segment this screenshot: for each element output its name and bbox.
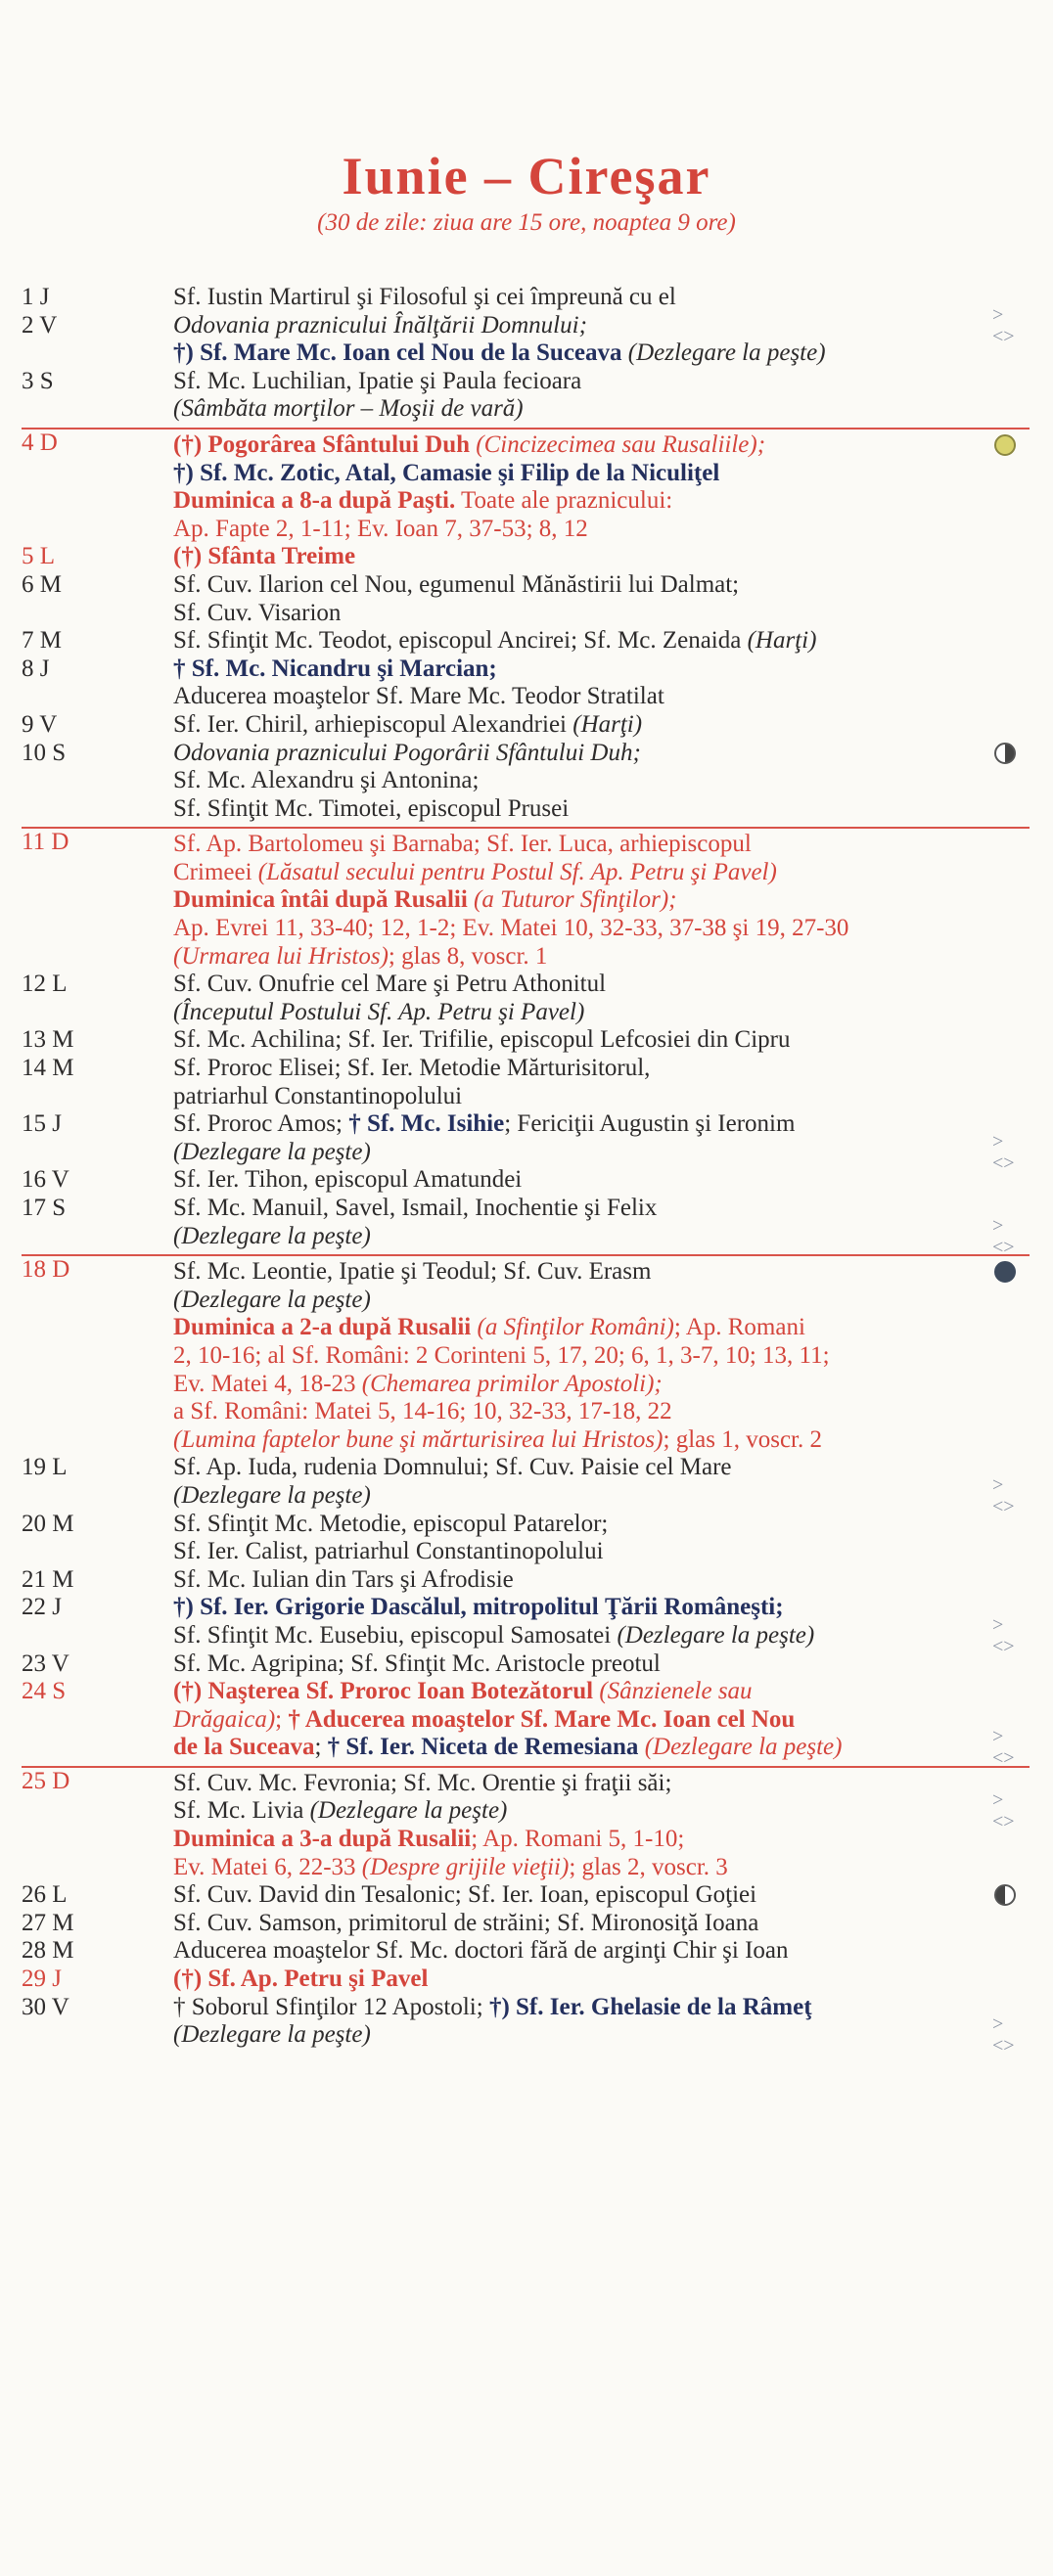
entry-text: Aducerea moaştelor Sf. Mare Mc. Teodor Stratilat xyxy=(173,683,664,710)
calendar-day xyxy=(22,543,1030,571)
entry-text: patriarhul Constantinopolului xyxy=(173,1082,463,1109)
entry-line xyxy=(173,1223,1030,1251)
fish-icon xyxy=(992,1473,1018,1517)
day-number: 7 M xyxy=(22,627,62,655)
entry-text: Sf. Ap. Iuda, rudenia Domnului; Sf. Cuv. Paisie cel Mare xyxy=(173,1454,732,1481)
entry-text: Duminica a 2-a după Rusalii xyxy=(173,1314,472,1341)
calendar-day xyxy=(22,428,1030,543)
day-number: 19 L xyxy=(22,1454,68,1481)
entry-text: Sf. Mc. Alexandru şi Antonina; xyxy=(173,767,480,794)
day-number: 26 L xyxy=(22,1881,68,1909)
fish-icon xyxy=(992,1130,1018,1174)
full-moon-icon xyxy=(992,434,1018,456)
entry-text: Sf. Cuv. Ilarion cel Nou, egumenul Mănăstirii lui Dalmat; xyxy=(173,570,740,598)
entry-line xyxy=(173,516,1030,544)
entry-text: Odovania praznicului Înălţării Domnului; xyxy=(173,311,587,339)
entry-line xyxy=(173,886,1030,915)
day-number: 3 S xyxy=(22,367,54,394)
entry-text: (Dezlegare la peşte) xyxy=(303,1797,508,1825)
entry-line xyxy=(173,943,1030,972)
day-number: 5 L xyxy=(22,543,56,570)
entry-text: Sf. Cuv. Mc. Fevronia; Sf. Mc. Orentie şi fraţii săi; xyxy=(173,1769,672,1796)
entry-text: Sf. Ier. Calist, patriarhul Constantinopolului xyxy=(173,1538,604,1565)
day-entries xyxy=(173,1966,1030,1994)
entry-text: Odovania praznicului Pogorârii Sfântului Duh; xyxy=(173,739,641,766)
day-number: 6 M xyxy=(22,570,62,598)
entry-line xyxy=(173,1678,1030,1706)
calendar-day xyxy=(22,1678,1030,1770)
day-number: 15 J xyxy=(22,1110,62,1138)
entry-text: (Dezlegare la peşte) xyxy=(173,1222,371,1249)
entry-text: †) Sf. Ier. Grigorie Dascălul, mitropolitul Ţării Româneşti; xyxy=(173,1594,784,1621)
entry-line xyxy=(173,1854,1030,1882)
entry-text: Duminica întâi după Rusalii xyxy=(173,886,468,914)
day-number: 13 M xyxy=(22,1026,74,1054)
entry-text: Duminica a 8-a după Paşti. xyxy=(173,487,456,515)
calendar-day xyxy=(22,1055,1030,1110)
entry-line xyxy=(173,1426,1030,1455)
entry-text: (Începutul Postului Sf. Ap. Petru şi Pavel) xyxy=(173,998,585,1025)
entry-line xyxy=(173,795,1030,824)
day-entries xyxy=(173,1566,1030,1595)
entry-text: † Sf. Mc. Nicandru şi Marcian; xyxy=(173,655,497,682)
entry-text: (Harţi) xyxy=(567,710,643,738)
day-entries xyxy=(173,627,1030,655)
entry-text: 2, 10-16; al Sf. Români: 2 Corinteni 5, 17, 20; 6, 1, 3-7, 10; 13, 11; xyxy=(173,1341,830,1369)
entry-line xyxy=(173,1797,1030,1826)
day-number: 17 S xyxy=(22,1195,67,1221)
entry-line xyxy=(173,1342,1030,1371)
day-number: 9 V xyxy=(22,710,58,738)
entry-text: Sf. Cuv. Visarion xyxy=(173,599,342,626)
entry-text: (Dezlegare la peşte) xyxy=(173,1138,371,1165)
day-entries xyxy=(173,1770,1030,1881)
entry-text: ; Fericiţii Augustin şi Ieronim xyxy=(504,1110,796,1138)
day-number: 2 V xyxy=(22,311,58,339)
entry-text: Sf. Ier. Chiril, arhiepiscopul Alexandriei xyxy=(173,710,567,738)
entry-line xyxy=(173,683,1030,711)
day-number: 24 S xyxy=(22,1678,67,1705)
entry-line xyxy=(173,1826,1030,1854)
calendar-list xyxy=(22,284,1030,2057)
entry-text: Aducerea moaştelor Sf. Mc. doctori fără de arginţi Chir şi Ioan xyxy=(173,1937,789,1965)
entry-text: Sf. Mc. Iulian din Tars şi Afrodisie xyxy=(173,1565,514,1593)
fish-glyph: ><> xyxy=(992,1789,1015,1833)
entry-text: †) Sf. Mare Mc. Ioan cel Nou de la Suceava xyxy=(173,339,622,367)
entry-text: Duminica a 3-a după Rusalii xyxy=(173,1826,472,1853)
fish-glyph: ><> xyxy=(992,1613,1015,1657)
calendar-day xyxy=(22,1110,1030,1174)
entry-line xyxy=(173,1910,1030,1938)
entry-line xyxy=(173,1258,1030,1287)
day-number: 8 J xyxy=(22,655,50,682)
calendar-day xyxy=(22,1454,1030,1517)
entry-text: (Dezlegare la peşte) xyxy=(173,1286,371,1313)
entry-text: ; glas 1, voscr. 2 xyxy=(663,1425,822,1453)
fish-icon xyxy=(992,1214,1018,1258)
entry-line xyxy=(173,1937,1030,1966)
day-entries xyxy=(173,971,1030,1026)
day-entries xyxy=(173,1881,1030,1910)
day-number: 14 M xyxy=(22,1055,74,1082)
moon-disc xyxy=(994,1261,1016,1283)
calendar-day xyxy=(22,284,1030,312)
entry-line xyxy=(173,339,1030,368)
entry-text: Sf. Iustin Martirul şi Filosoful şi cei împreună cu el xyxy=(173,284,676,310)
day-number: 21 M xyxy=(22,1565,74,1593)
day-entries xyxy=(173,711,1030,740)
entry-line xyxy=(173,600,1030,628)
entry-line xyxy=(173,1511,1030,1539)
calendar-day xyxy=(22,740,1030,824)
calendar-day xyxy=(22,1254,1030,1454)
day-entries xyxy=(173,1594,1030,1650)
entry-text: Sf. Mc. Leontie, Ipatie şi Teodul; Sf. Cuv. Erasm xyxy=(173,1258,652,1286)
entry-line xyxy=(173,312,1030,340)
entry-text: Sf. Mc. Agripina; Sf. Sfinţit Mc. Aristocle preotul xyxy=(173,1650,661,1677)
entry-line xyxy=(173,1026,1030,1055)
entry-text: Sf. Sfinţit Mc. Timotei, episcopul Prusei xyxy=(173,794,570,822)
fish-glyph: ><> xyxy=(992,1130,1015,1174)
day-number: 16 V xyxy=(22,1166,69,1194)
header xyxy=(0,147,1053,241)
entry-text: (†) Sf. Ap. Petru şi Pavel xyxy=(173,1966,429,1993)
entry-line xyxy=(173,2021,1030,2050)
entry-text: Sf. Cuv. David din Tesalonic; Sf. Ier. Ioan, episcopul Goţiei xyxy=(173,1881,757,1909)
day-entries xyxy=(173,1454,1030,1510)
entry-line xyxy=(173,740,1030,768)
new-moon-icon xyxy=(992,1261,1018,1283)
entry-text: ; glas 2, voscr. 3 xyxy=(569,1853,728,1880)
entry-text: Sf. Sfinţit Mc. Teodot, episcopul Ancirei; Sf. Mc. Zenaida xyxy=(173,627,742,655)
day-entries xyxy=(173,1650,1030,1679)
entry-text: ; Ap. Romani 5, 1-10; xyxy=(471,1826,685,1853)
entry-line xyxy=(173,1139,1030,1167)
entry-line xyxy=(173,1287,1030,1315)
entry-text: (†) Pogorârea Sfântului Duh xyxy=(173,430,471,458)
entry-line xyxy=(173,1566,1030,1595)
day-number: 4 D xyxy=(22,429,58,456)
entry-line xyxy=(173,1398,1030,1426)
entry-line xyxy=(173,831,1030,859)
day-entries xyxy=(173,543,1030,571)
entry-line xyxy=(173,859,1030,887)
entry-text: Ev. Matei 4, 18-23 xyxy=(173,1370,356,1397)
day-number: 12 L xyxy=(22,971,68,998)
entry-text: (Despre grijile vieţii) xyxy=(355,1853,570,1880)
entry-text: (a Tuturor Sfinţilor); xyxy=(467,886,677,914)
entry-text: (Sânzienele sau xyxy=(593,1678,753,1705)
calendar-day xyxy=(22,1910,1030,1938)
entry-line xyxy=(173,460,1030,488)
day-number: 10 S xyxy=(22,739,67,766)
entry-text: Sf. Proroc Elisei; Sf. Ier. Metodie Mărturisitorul, xyxy=(173,1055,651,1082)
entry-text: †) Sf. Ier. Ghelasie de la Râmeţ xyxy=(488,1993,812,2020)
calendar-day xyxy=(22,971,1030,1026)
entry-line xyxy=(173,1371,1030,1399)
entry-text: Ev. Matei 6, 22-33 xyxy=(173,1853,356,1880)
fish-icon xyxy=(992,1789,1018,1833)
day-number: 30 V xyxy=(22,1993,69,2020)
entry-line xyxy=(173,915,1030,943)
day-entries xyxy=(173,1937,1030,1966)
entry-text: Sf. Sfinţit Mc. Eusebiu, episcopul Samosatei xyxy=(173,1621,612,1649)
day-entries xyxy=(173,1055,1030,1110)
entry-text: Toate ale praznicului: xyxy=(455,487,673,515)
entry-line xyxy=(173,395,1030,424)
entry-text: de la Suceava xyxy=(173,1734,315,1761)
moon-disc xyxy=(994,434,1016,456)
entry-line xyxy=(173,1622,1030,1650)
day-entries xyxy=(173,1910,1030,1938)
calendar-day xyxy=(22,303,1030,368)
entry-line xyxy=(173,1994,1030,2022)
day-entries xyxy=(173,1678,1030,1762)
entry-text: (Dezlegare la peşte) xyxy=(621,339,826,367)
entry-text: Sf. Cuv. Samson, primitorul de străini; Sf. Mironosiţă Ioana xyxy=(173,1909,759,1936)
entry-text: Ap. Fapte 2, 1-11; Ev. Ioan 7, 37-53; 8, 12 xyxy=(173,515,588,542)
calendar-day xyxy=(22,1937,1030,1966)
calendar-day xyxy=(22,1966,1030,1994)
fish-icon xyxy=(992,1613,1018,1657)
entry-line xyxy=(173,571,1030,600)
entry-text: Drăgaica) xyxy=(173,1705,276,1733)
entry-line xyxy=(173,1166,1030,1195)
calendar-day xyxy=(22,711,1030,740)
calendar-day xyxy=(22,1650,1030,1679)
entry-text: (a Sfinţilor Români) xyxy=(471,1314,674,1341)
entry-line xyxy=(173,711,1030,740)
day-entries xyxy=(173,571,1030,627)
calendar-day xyxy=(22,1026,1030,1055)
entry-line xyxy=(173,767,1030,795)
day-entries xyxy=(173,740,1030,824)
entry-line xyxy=(173,284,1030,312)
entry-line xyxy=(173,543,1030,571)
day-number: 29 J xyxy=(22,1966,62,1993)
entry-text: † Soborul Sfinţilor 12 Apostoli; xyxy=(173,1993,489,2020)
day-entries xyxy=(173,1195,1030,1250)
entry-line xyxy=(173,1966,1030,1994)
fish-glyph: ><> xyxy=(992,1214,1015,1258)
day-number: 28 M xyxy=(22,1937,74,1965)
entry-line xyxy=(173,1538,1030,1566)
calendar-day xyxy=(22,655,1030,711)
entry-line xyxy=(173,1734,1030,1762)
entry-text: (Sâmbăta morţilor – Moşii de vară) xyxy=(173,395,524,423)
day-entries xyxy=(173,1511,1030,1566)
entry-text: Sf. Cuv. Onufrie cel Mare şi Petru Athonitul xyxy=(173,971,607,998)
entry-line xyxy=(173,1650,1030,1679)
entry-line xyxy=(173,1083,1030,1111)
entry-text: Sf. Ier. Tihon, episcopul Amatundei xyxy=(173,1166,523,1194)
day-number: 23 V xyxy=(22,1650,69,1677)
calendar-day xyxy=(22,1166,1030,1195)
calendar-day xyxy=(22,627,1030,655)
entry-text: Sf. Mc. Livia xyxy=(173,1797,304,1825)
fish-glyph: ><> xyxy=(992,1473,1015,1517)
entry-text: (Lăsatul secului pentru Postul Sf. Ap. Petru şi Pavel) xyxy=(252,858,777,885)
fish-glyph: ><> xyxy=(992,2013,1015,2057)
entry-text: (Dezlegare la peşte) xyxy=(611,1621,815,1649)
entry-line xyxy=(173,1482,1030,1511)
entry-text: ; Ap. Romani xyxy=(673,1314,805,1341)
day-entries xyxy=(173,831,1030,971)
entry-text: Sf. Mc. Manuil, Savel, Ismail, Inochentie şi Felix xyxy=(173,1195,658,1221)
entry-line xyxy=(173,971,1030,999)
day-entries xyxy=(173,1166,1030,1195)
day-number: 20 M xyxy=(22,1510,74,1537)
calendar-day xyxy=(22,1766,1030,1881)
day-entries xyxy=(173,431,1030,543)
entry-text: (Dezlegare la peşte) xyxy=(173,2021,371,2049)
entry-line xyxy=(173,1454,1030,1482)
calendar-day xyxy=(22,1594,1030,1657)
day-number: 18 D xyxy=(22,1256,70,1284)
day-number: 27 M xyxy=(22,1909,74,1936)
month-subtitle: (30 de zile: ziua are 15 ore, noaptea 9 ore) xyxy=(317,209,736,236)
entry-text: (Urmarea lui Hristos) xyxy=(173,942,389,970)
entry-text: † Aducerea moaştelor Sf. Mare Mc. Ioan cel Nou xyxy=(288,1705,796,1733)
entry-line xyxy=(173,487,1030,516)
day-entries xyxy=(173,1994,1030,2050)
fish-glyph: ><> xyxy=(992,1726,1015,1770)
entry-line xyxy=(173,1770,1030,1798)
entry-text: Sf. Mc. Achilina; Sf. Ier. Trifilie, episcopul Lefcosiei din Cipru xyxy=(173,1026,791,1054)
day-entries xyxy=(173,312,1030,368)
entry-text: Ap. Evrei 11, 33-40; 12, 1-2; Ev. Matei 10, 32-33, 37-38 şi 19, 27-30 xyxy=(173,915,849,942)
entry-line xyxy=(173,1055,1030,1083)
entry-line xyxy=(173,999,1030,1027)
last-quarter-moon-icon xyxy=(992,1884,1018,1906)
calendar-day xyxy=(22,1566,1030,1595)
month-title: Iunie – Cireşar xyxy=(342,147,711,205)
fish-icon xyxy=(992,303,1018,347)
entry-text: ; xyxy=(275,1705,289,1733)
moon-disc xyxy=(994,743,1016,764)
calendar-day xyxy=(22,571,1030,627)
entry-line xyxy=(173,368,1030,396)
entry-text: (†) Sfânta Treime xyxy=(173,543,356,570)
entry-text: (Dezlegare la peşte) xyxy=(638,1734,843,1761)
entry-text: (Lumina faptelor bune şi mărturisirea lui Hristos) xyxy=(173,1425,664,1453)
entry-line xyxy=(173,1195,1030,1223)
entry-line xyxy=(173,655,1030,684)
calendar-day xyxy=(22,827,1030,971)
calendar-day xyxy=(22,1881,1030,1910)
entry-text: Sf. Proroc Amos; xyxy=(173,1110,349,1138)
entry-text: (†) Naşterea Sf. Proroc Ioan Botezătorul xyxy=(173,1678,594,1705)
calendar-day xyxy=(22,1511,1030,1566)
day-entries xyxy=(173,1110,1030,1166)
calendar-day xyxy=(22,368,1030,424)
entry-line xyxy=(173,627,1030,655)
entry-text: † Sf. Mc. Isihie xyxy=(348,1110,505,1138)
day-number: 1 J xyxy=(22,284,50,310)
entry-text: (Harţi) xyxy=(741,627,817,655)
day-entries xyxy=(173,1258,1030,1454)
fish-glyph: ><> xyxy=(992,303,1015,347)
entry-text: † Sf. Ier. Niceta de Remesiana xyxy=(327,1734,639,1761)
first-quarter-moon-icon xyxy=(992,743,1018,764)
entry-line xyxy=(173,1706,1030,1735)
day-entries xyxy=(173,368,1030,424)
day-number: 11 D xyxy=(22,829,69,856)
entry-text: ; xyxy=(314,1734,328,1761)
entry-line xyxy=(173,1881,1030,1910)
entry-text: (Chemarea primilor Apostoli); xyxy=(355,1370,663,1397)
entry-text: Sf. Sfinţit Mc. Metodie, episcopul Patarelor; xyxy=(173,1510,609,1537)
entry-text: Sf. Mc. Luchilian, Ipatie şi Paula fecioara xyxy=(173,367,582,394)
entry-text: Sf. Ap. Bartolomeu şi Barnaba; Sf. Ier. Luca, arhiepiscopul xyxy=(173,831,752,858)
day-entries xyxy=(173,1026,1030,1055)
calendar-day xyxy=(22,1195,1030,1258)
fish-icon xyxy=(992,1726,1018,1770)
entry-text: ; glas 8, voscr. 1 xyxy=(388,942,548,970)
entry-text: a Sf. Români: Matei 5, 14-16; 10, 32-33, 17-18, 22 xyxy=(173,1398,672,1425)
entry-line xyxy=(173,431,1030,460)
moon-disc xyxy=(994,1884,1016,1906)
day-number: 22 J xyxy=(22,1594,62,1621)
entry-line xyxy=(173,1110,1030,1139)
entry-line xyxy=(173,1594,1030,1622)
day-entries xyxy=(173,655,1030,711)
fish-icon xyxy=(992,2013,1018,2057)
entry-line xyxy=(173,1314,1030,1342)
day-entries xyxy=(173,284,1030,312)
entry-text: (Dezlegare la peşte) xyxy=(173,1481,371,1509)
entry-text: Crimeei xyxy=(173,858,252,885)
day-number: 25 D xyxy=(22,1767,70,1794)
entry-text: (Cincizecimea sau Rusaliile); xyxy=(470,430,766,458)
calendar-day xyxy=(22,1993,1030,2057)
entry-text: †) Sf. Mc. Zotic, Atal, Camasie şi Filip de la Niculiţel xyxy=(173,459,720,486)
